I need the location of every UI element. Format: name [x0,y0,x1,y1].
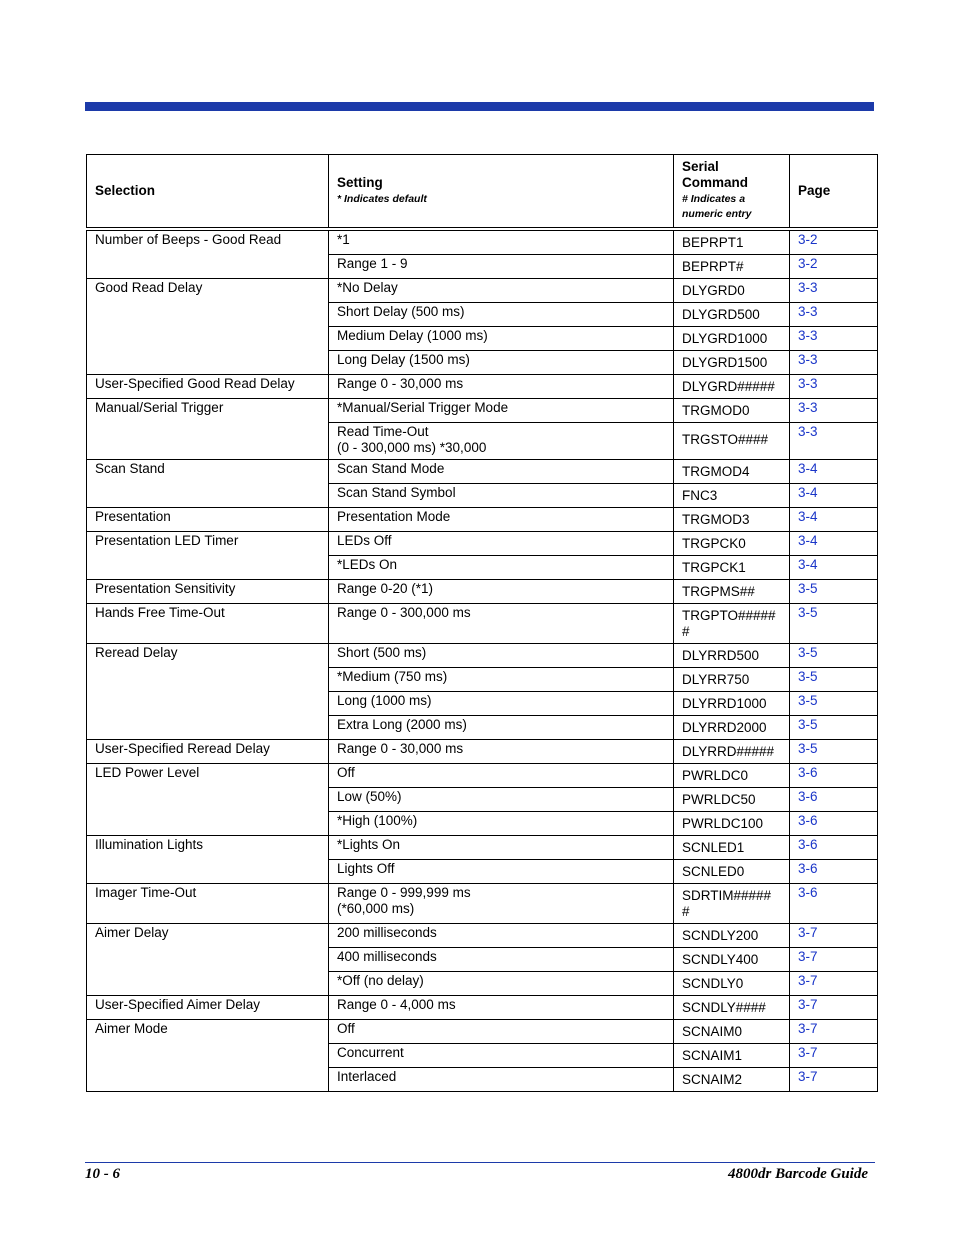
command-cell [674,1067,790,1091]
page-link[interactable]: 3-5 [790,667,878,691]
setting-text: Off [337,764,355,780]
setting-cell [329,422,674,459]
command-cell [674,1043,790,1067]
table-row [87,643,878,667]
footer-page-number: 10 - 6 [85,1166,120,1182]
command-cell [674,398,790,422]
command-text-line2: # [682,903,690,919]
header-command-line2: Command [682,175,749,191]
command-cell [674,947,790,971]
command-cell [674,643,790,667]
command-cell [674,350,790,374]
command-text: DLYRRD500 [682,647,760,663]
command-cell [674,374,790,398]
command-cell [674,483,790,507]
page-link[interactable]: 3-6 [790,835,878,859]
setting-cell [329,971,674,995]
command-text: BEPRPT1 [682,234,744,250]
header-rule [85,102,874,111]
page-link[interactable]: 3-5 [790,579,878,603]
page-link[interactable]: 3-7 [790,923,878,947]
setting-text: Range 0 - 300,000 ms [337,604,471,620]
table-row [87,995,878,1019]
selection-cell: Aimer Delay [87,923,329,995]
command-cell [674,995,790,1019]
setting-text: Scan Stand Mode [337,460,445,476]
setting-text: Presentation Mode [337,508,451,524]
page-link[interactable]: 3-5 [790,739,878,763]
command-text: TRGMOD0 [682,402,750,418]
footer-guide-title: 4800dr Barcode Guide [728,1166,868,1182]
table-row [87,883,878,923]
setting-text: Concurrent [337,1044,404,1060]
setting-cell [329,1019,674,1043]
page-link[interactable]: 3-6 [790,763,878,787]
setting-cell [329,398,674,422]
command-text: SCNDLY200 [682,927,759,943]
command-cell [674,811,790,835]
header-selection: Selection [87,155,329,229]
setting-cell [329,326,674,350]
command-text: DLYRRD1000 [682,695,767,711]
page-link[interactable]: 3-2 [790,229,878,255]
page-link[interactable]: 3-4 [790,531,878,555]
command-text: SCNDLY0 [682,975,744,991]
setting-cell [329,229,674,255]
command-cell [674,691,790,715]
command-text: TRGSTO#### [682,431,769,447]
page-link[interactable]: 3-5 [790,643,878,667]
setting-cell [329,859,674,883]
setting-text: Range 0 - 999,999 ms [337,884,471,900]
selection-cell: Good Read Delay [87,278,329,374]
selection-cell: Imager Time-Out [87,883,329,923]
header-command-line1: Serial [682,159,719,175]
table-row [87,579,878,603]
setting-cell [329,254,674,278]
command-text: PWRLDC50 [682,791,756,807]
command-cell [674,278,790,302]
setting-text: 200 milliseconds [337,924,437,940]
command-text: PWRLDC100 [682,815,764,831]
header-setting-label: Setting [337,174,383,190]
setting-text: Medium Delay (1000 ms) [337,327,488,343]
setting-cell [329,667,674,691]
setting-text: Short (500 ms) [337,644,427,660]
table-row [87,374,878,398]
setting-text: Off [337,1020,355,1036]
command-text: TRGMOD4 [682,463,750,479]
setting-cell [329,507,674,531]
page-link[interactable]: 3-7 [790,1043,878,1067]
setting-text: Long (1000 ms) [337,692,432,708]
selection-cell: User-Specified Reread Delay [87,739,329,763]
command-text: DLYGRD##### [682,378,775,394]
command-cell [674,555,790,579]
setting-text: *Off (no delay) [337,972,424,988]
selection-cell: Presentation [87,507,329,531]
selection-cell: Presentation LED Timer [87,531,329,579]
setting-text: *1 [337,231,350,247]
command-text: DLYGRD500 [682,306,760,322]
table-row [87,603,878,643]
table-row [87,763,878,787]
page-link[interactable]: 3-7 [790,995,878,1019]
command-text: SDRTIM##### [682,887,772,903]
command-text: BEPRPT# [682,258,744,274]
setting-text: Read Time-Out [337,423,429,439]
header-command-note2: numeric entry [682,208,752,221]
setting-cell [329,835,674,859]
setting-text: *Medium (750 ms) [337,668,448,684]
setting-cell [329,947,674,971]
command-cell [674,667,790,691]
setting-cell [329,923,674,947]
command-cell [674,883,790,923]
page-link[interactable]: 3-3 [790,398,878,422]
command-text: DLYGRD1500 [682,354,768,370]
command-cell [674,459,790,483]
page-link[interactable]: 3-6 [790,859,878,883]
command-text: DLYRR750 [682,671,750,687]
page-link[interactable]: 3-6 [790,883,878,923]
command-cell [674,326,790,350]
table-row [87,739,878,763]
setting-cell [329,603,674,643]
header-command-note1: # Indicates a [682,193,746,206]
selection-cell: Scan Stand [87,459,329,507]
setting-cell [329,555,674,579]
selection-cell: User-Specified Good Read Delay [87,374,329,398]
table-row [87,507,878,531]
page-link[interactable]: 3-3 [790,326,878,350]
table-row [87,531,878,555]
page-link[interactable]: 3-4 [790,555,878,579]
command-text: SCNLED1 [682,839,745,855]
command-text: TRGMOD3 [682,511,750,527]
header-setting [329,155,674,229]
setting-cell [329,811,674,835]
command-cell [674,971,790,995]
setting-cell [329,995,674,1019]
serial-command-table [86,154,878,1092]
command-cell [674,787,790,811]
page-link[interactable]: 3-3 [790,278,878,302]
selection-cell: Manual/Serial Trigger [87,398,329,459]
command-cell [674,1019,790,1043]
command-text: TRGPTO##### [682,607,776,623]
command-cell [674,603,790,643]
table-row [87,923,878,947]
selection-cell: User-Specified Aimer Delay [87,995,329,1019]
command-text: SCNLED0 [682,863,745,879]
setting-text: Range 0 - 30,000 ms [337,375,464,391]
table-body [87,229,878,1092]
command-cell [674,859,790,883]
page-link[interactable]: 3-3 [790,422,878,459]
command-text: SCNDLY400 [682,951,759,967]
command-text: SCNDLY#### [682,999,766,1015]
setting-text: 400 milliseconds [337,948,437,964]
command-cell [674,579,790,603]
command-text: DLYGRD1000 [682,330,768,346]
command-cell [674,229,790,255]
command-cell [674,507,790,531]
page-link[interactable]: 3-5 [790,603,878,643]
page-link[interactable]: 3-3 [790,374,878,398]
setting-text: Long Delay (1500 ms) [337,351,470,367]
command-cell [674,763,790,787]
setting-cell [329,763,674,787]
setting-text: *Lights On [337,836,401,852]
table-row [87,278,878,302]
setting-text: Lights Off [337,860,395,876]
page-link[interactable]: 3-7 [790,947,878,971]
table-row [87,398,878,422]
setting-cell [329,579,674,603]
command-text: TRGPCK1 [682,559,746,575]
selection-cell: Presentation Sensitivity [87,579,329,603]
command-text: DLYRRD##### [682,743,775,759]
command-text: PWRLDC0 [682,767,749,783]
setting-text: Scan Stand Symbol [337,484,456,500]
setting-cell [329,459,674,483]
header-setting-note: * Indicates default [337,192,427,205]
table-row [87,459,878,483]
setting-cell [329,483,674,507]
header-command [674,155,790,229]
setting-text: Low (50%) [337,788,402,804]
selection-cell: LED Power Level [87,763,329,835]
command-text: FNC3 [682,487,718,503]
command-cell [674,422,790,459]
header-page: Page [790,155,878,229]
setting-text: Range 0-20 (*1) [337,580,434,596]
command-cell [674,302,790,326]
command-cell [674,835,790,859]
setting-cell [329,531,674,555]
page-link[interactable]: 3-4 [790,483,878,507]
setting-cell [329,374,674,398]
table-row [87,1019,878,1043]
setting-cell [329,691,674,715]
command-cell [674,254,790,278]
table-header-row [87,155,878,229]
setting-text: Range 1 - 9 [337,255,408,271]
page-link[interactable]: 3-6 [790,787,878,811]
setting-cell [329,643,674,667]
setting-text-line2: (*60,000 ms) [337,900,415,916]
command-text: SCNAIM1 [682,1047,743,1063]
setting-text: LEDs Off [337,532,392,548]
selection-cell: Aimer Mode [87,1019,329,1091]
setting-cell [329,350,674,374]
setting-text: *LEDs On [337,556,398,572]
setting-text: *No Delay [337,279,398,295]
setting-text: Range 0 - 4,000 ms [337,996,456,1012]
page-link[interactable]: 3-5 [790,691,878,715]
footer-rule [85,1162,875,1163]
table-row [87,229,878,255]
command-text: SCNAIM0 [682,1023,743,1039]
page-link[interactable]: 3-6 [790,811,878,835]
command-text: SCNAIM2 [682,1071,743,1087]
setting-cell [329,787,674,811]
setting-text: Range 0 - 30,000 ms [337,740,464,756]
page-link[interactable]: 3-7 [790,1067,878,1091]
command-cell [674,923,790,947]
setting-text: Interlaced [337,1068,397,1084]
page-link[interactable]: 3-3 [790,302,878,326]
page-link[interactable]: 3-4 [790,459,878,483]
command-text: TRGPCK0 [682,535,746,551]
setting-cell [329,739,674,763]
selection-cell: Reread Delay [87,643,329,739]
selection-cell: Hands Free Time-Out [87,603,329,643]
setting-cell [329,278,674,302]
page-link[interactable]: 3-5 [790,715,878,739]
command-text: TRGPMS## [682,583,755,599]
command-text: DLYGRD0 [682,282,745,298]
command-text-line2: # [682,623,690,639]
setting-text: Extra Long (2000 ms) [337,716,467,732]
command-cell [674,531,790,555]
page-link[interactable]: 3-2 [790,254,878,278]
setting-text: *High (100%) [337,812,418,828]
command-text: DLYRRD2000 [682,719,767,735]
page-link[interactable]: 3-3 [790,350,878,374]
setting-cell [329,1043,674,1067]
page-link[interactable]: 3-7 [790,1019,878,1043]
setting-cell [329,302,674,326]
command-cell [674,739,790,763]
setting-cell [329,883,674,923]
command-cell [674,715,790,739]
page-link[interactable]: 3-7 [790,971,878,995]
setting-cell [329,1067,674,1091]
selection-cell: Number of Beeps - Good Read [87,229,329,279]
setting-text: Short Delay (500 ms) [337,303,465,319]
page-link[interactable]: 3-4 [790,507,878,531]
table-row [87,835,878,859]
setting-text: *Manual/Serial Trigger Mode [337,399,509,415]
setting-cell [329,715,674,739]
setting-text-line2: (0 - 300,000 ms) *30,000 [337,439,487,455]
selection-cell: Illumination Lights [87,835,329,883]
